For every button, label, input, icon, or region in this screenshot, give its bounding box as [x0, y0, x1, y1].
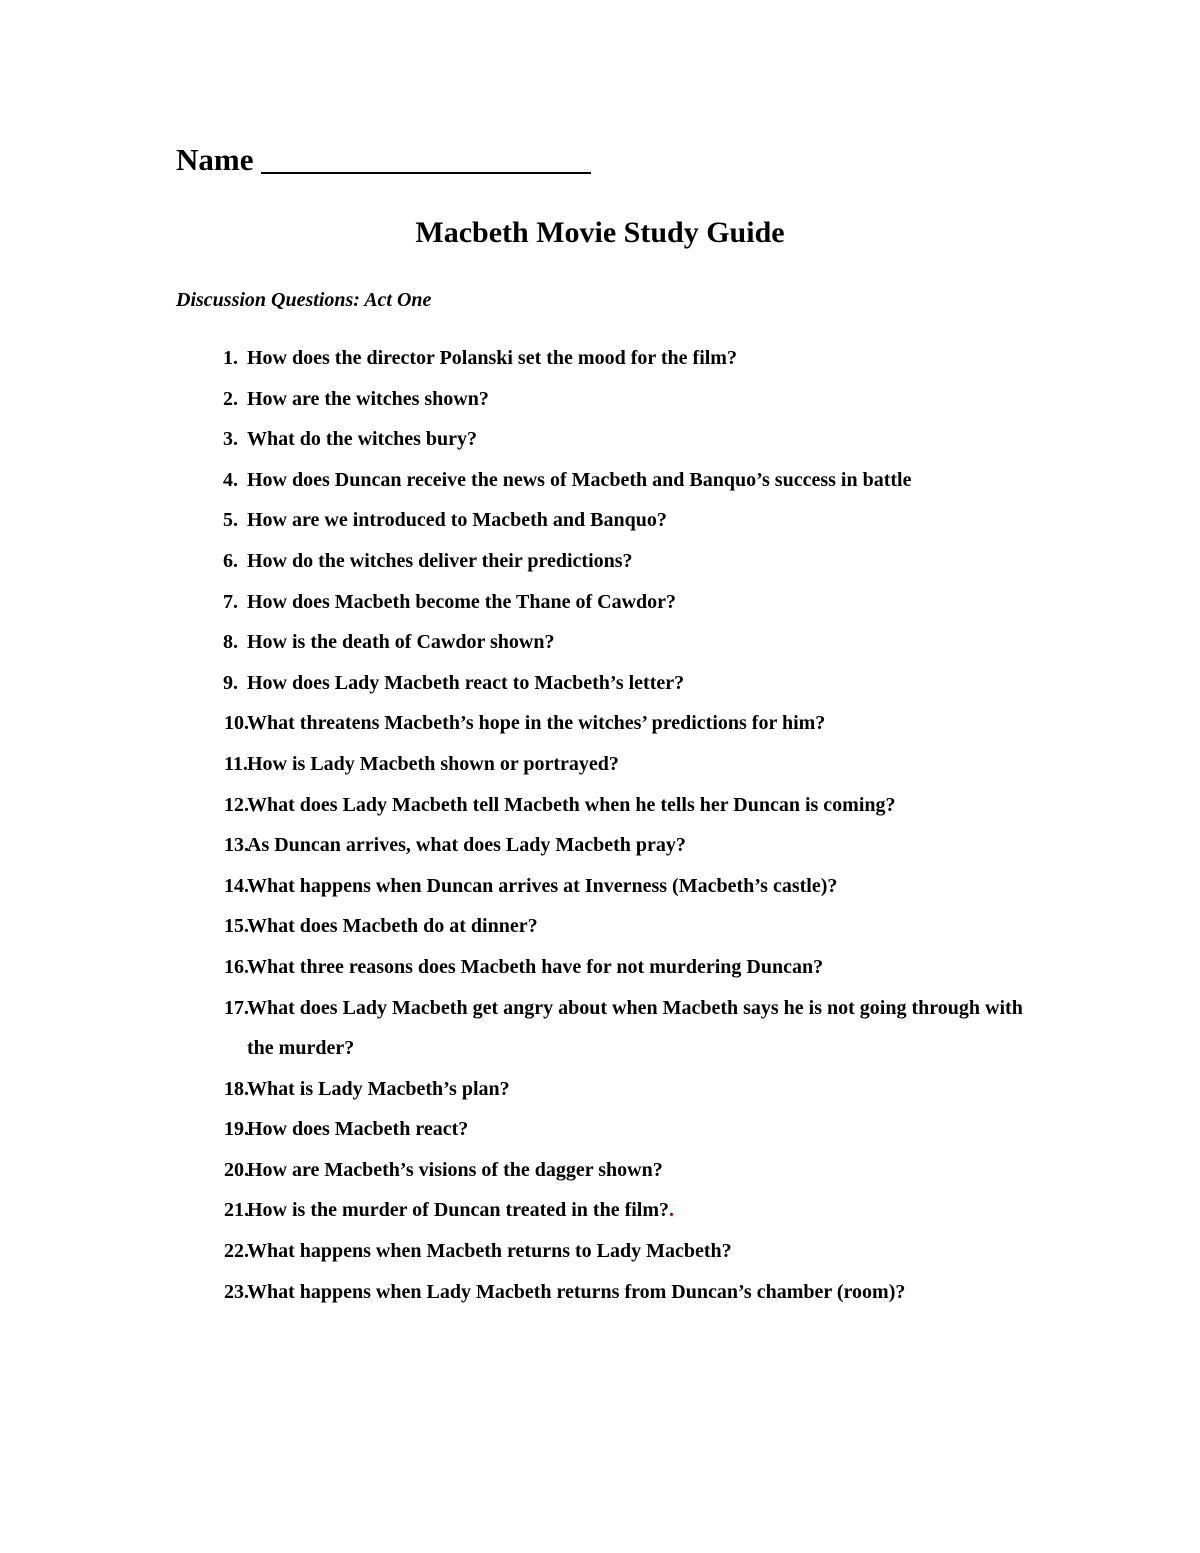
- question-number: 21.: [224, 1199, 249, 1222]
- question-text: As Duncan arrives, what does Lady Macbeth pray?: [247, 834, 686, 857]
- question-list: [176, 338, 1036, 1312]
- question-number: 2.: [223, 387, 238, 410]
- question-number: 6.: [223, 549, 238, 572]
- question-text-main: How is the murder of Duncan treated in the film?: [247, 1199, 670, 1222]
- question-number: 16.: [224, 955, 249, 978]
- list-item: [176, 582, 1036, 623]
- question-text: What happens when Lady Macbeth returns from Duncan’s chamber (room)?: [247, 1280, 906, 1303]
- list-item: [176, 1069, 1036, 1110]
- list-item: [176, 663, 1036, 704]
- question-text: How is Lady Macbeth shown or portrayed?: [247, 752, 619, 775]
- question-text: How are we introduced to Macbeth and Banquo?: [247, 509, 667, 532]
- question-number: 1.: [223, 347, 238, 369]
- question-text: How does Macbeth react?: [247, 1118, 469, 1141]
- question-text: What does Lady Macbeth tell Macbeth when he tells her Duncan is coming?: [247, 793, 896, 816]
- question-number: 18.: [224, 1077, 249, 1100]
- question-number: 12.: [224, 793, 249, 816]
- list-item: [176, 744, 1036, 785]
- list-item: [176, 419, 1036, 460]
- question-text: How does Lady Macbeth react to Macbeth’s letter?: [247, 671, 685, 694]
- list-item: [176, 1109, 1036, 1150]
- list-item: [176, 825, 1036, 866]
- question-text: What do the witches bury?: [247, 428, 478, 451]
- list-item: [176, 460, 1036, 501]
- list-item: [176, 1272, 1036, 1313]
- question-text: How does Macbeth become the Thane of Cawdor?: [247, 590, 677, 613]
- list-item: [176, 785, 1036, 826]
- list-item: [176, 906, 1036, 947]
- name-field-row: [176, 140, 591, 180]
- question-number: 11.: [224, 752, 248, 775]
- question-number: 20.: [224, 1158, 249, 1181]
- question-text: How is the death of Cawdor shown?: [247, 631, 555, 654]
- question-number: 17.: [224, 996, 249, 1019]
- list-item: [176, 988, 1036, 1069]
- list-item: [176, 1150, 1036, 1191]
- list-item: [176, 866, 1036, 907]
- question-text: How does the director Polanski set the mood for the film?: [247, 347, 737, 369]
- question-number: 15.: [224, 915, 249, 938]
- question-text: What happens when Macbeth returns to Lady Macbeth?: [247, 1240, 732, 1263]
- question-number: 13.: [224, 834, 249, 857]
- question-text: How do the witches deliver their predictions?: [247, 549, 633, 572]
- question-text: What is Lady Macbeth’s plan?: [247, 1077, 510, 1100]
- question-number: 22.: [224, 1240, 249, 1263]
- question-number: 23.: [224, 1280, 249, 1303]
- question-number: 8.: [223, 631, 238, 654]
- question-text: What three reasons does Macbeth have for not murdering Duncan?: [247, 955, 824, 978]
- question-text: [247, 1190, 1036, 1231]
- question-text: What does Macbeth do at dinner?: [247, 915, 538, 938]
- question-number: 5.: [223, 509, 238, 532]
- question-text: How does Duncan receive the news of Macbeth and Banquo’s success in battle: [247, 468, 912, 491]
- question-number: 10.: [224, 712, 249, 735]
- question-text: What threatens Macbeth’s hope in the witches’ predictions for him?: [247, 712, 826, 735]
- name-label: Name: [176, 142, 254, 177]
- question-text: How are the witches shown?: [247, 387, 489, 410]
- question-text: What does Lady Macbeth get angry about when Macbeth says he is not going through with the murder?: [247, 996, 1023, 1060]
- question-text: How are Macbeth’s visions of the dagger shown?: [247, 1158, 663, 1181]
- list-item: [176, 622, 1036, 663]
- question-number: 9.: [223, 671, 238, 694]
- question-text-suffix: .: [669, 1199, 675, 1222]
- question-text: What happens when Duncan arrives at Inverness (Macbeth’s castle)?: [247, 874, 838, 897]
- question-number: 14.: [224, 874, 249, 897]
- list-item: [176, 338, 1036, 379]
- list-item: [176, 703, 1036, 744]
- page-title: Macbeth Movie Study Guide: [415, 216, 785, 249]
- question-number: 3.: [223, 428, 238, 451]
- question-number: 4.: [223, 468, 238, 491]
- list-item: [176, 1231, 1036, 1272]
- list-item: [176, 500, 1036, 541]
- list-item: [176, 541, 1036, 582]
- section-heading: Discussion Questions: Act One: [176, 289, 432, 311]
- list-item: [176, 379, 1036, 420]
- question-number: 19.: [224, 1118, 249, 1141]
- list-item: [176, 947, 1036, 988]
- question-number: 7.: [223, 590, 238, 613]
- name-blank-line[interactable]: [261, 142, 591, 174]
- list-item: [176, 1190, 1036, 1231]
